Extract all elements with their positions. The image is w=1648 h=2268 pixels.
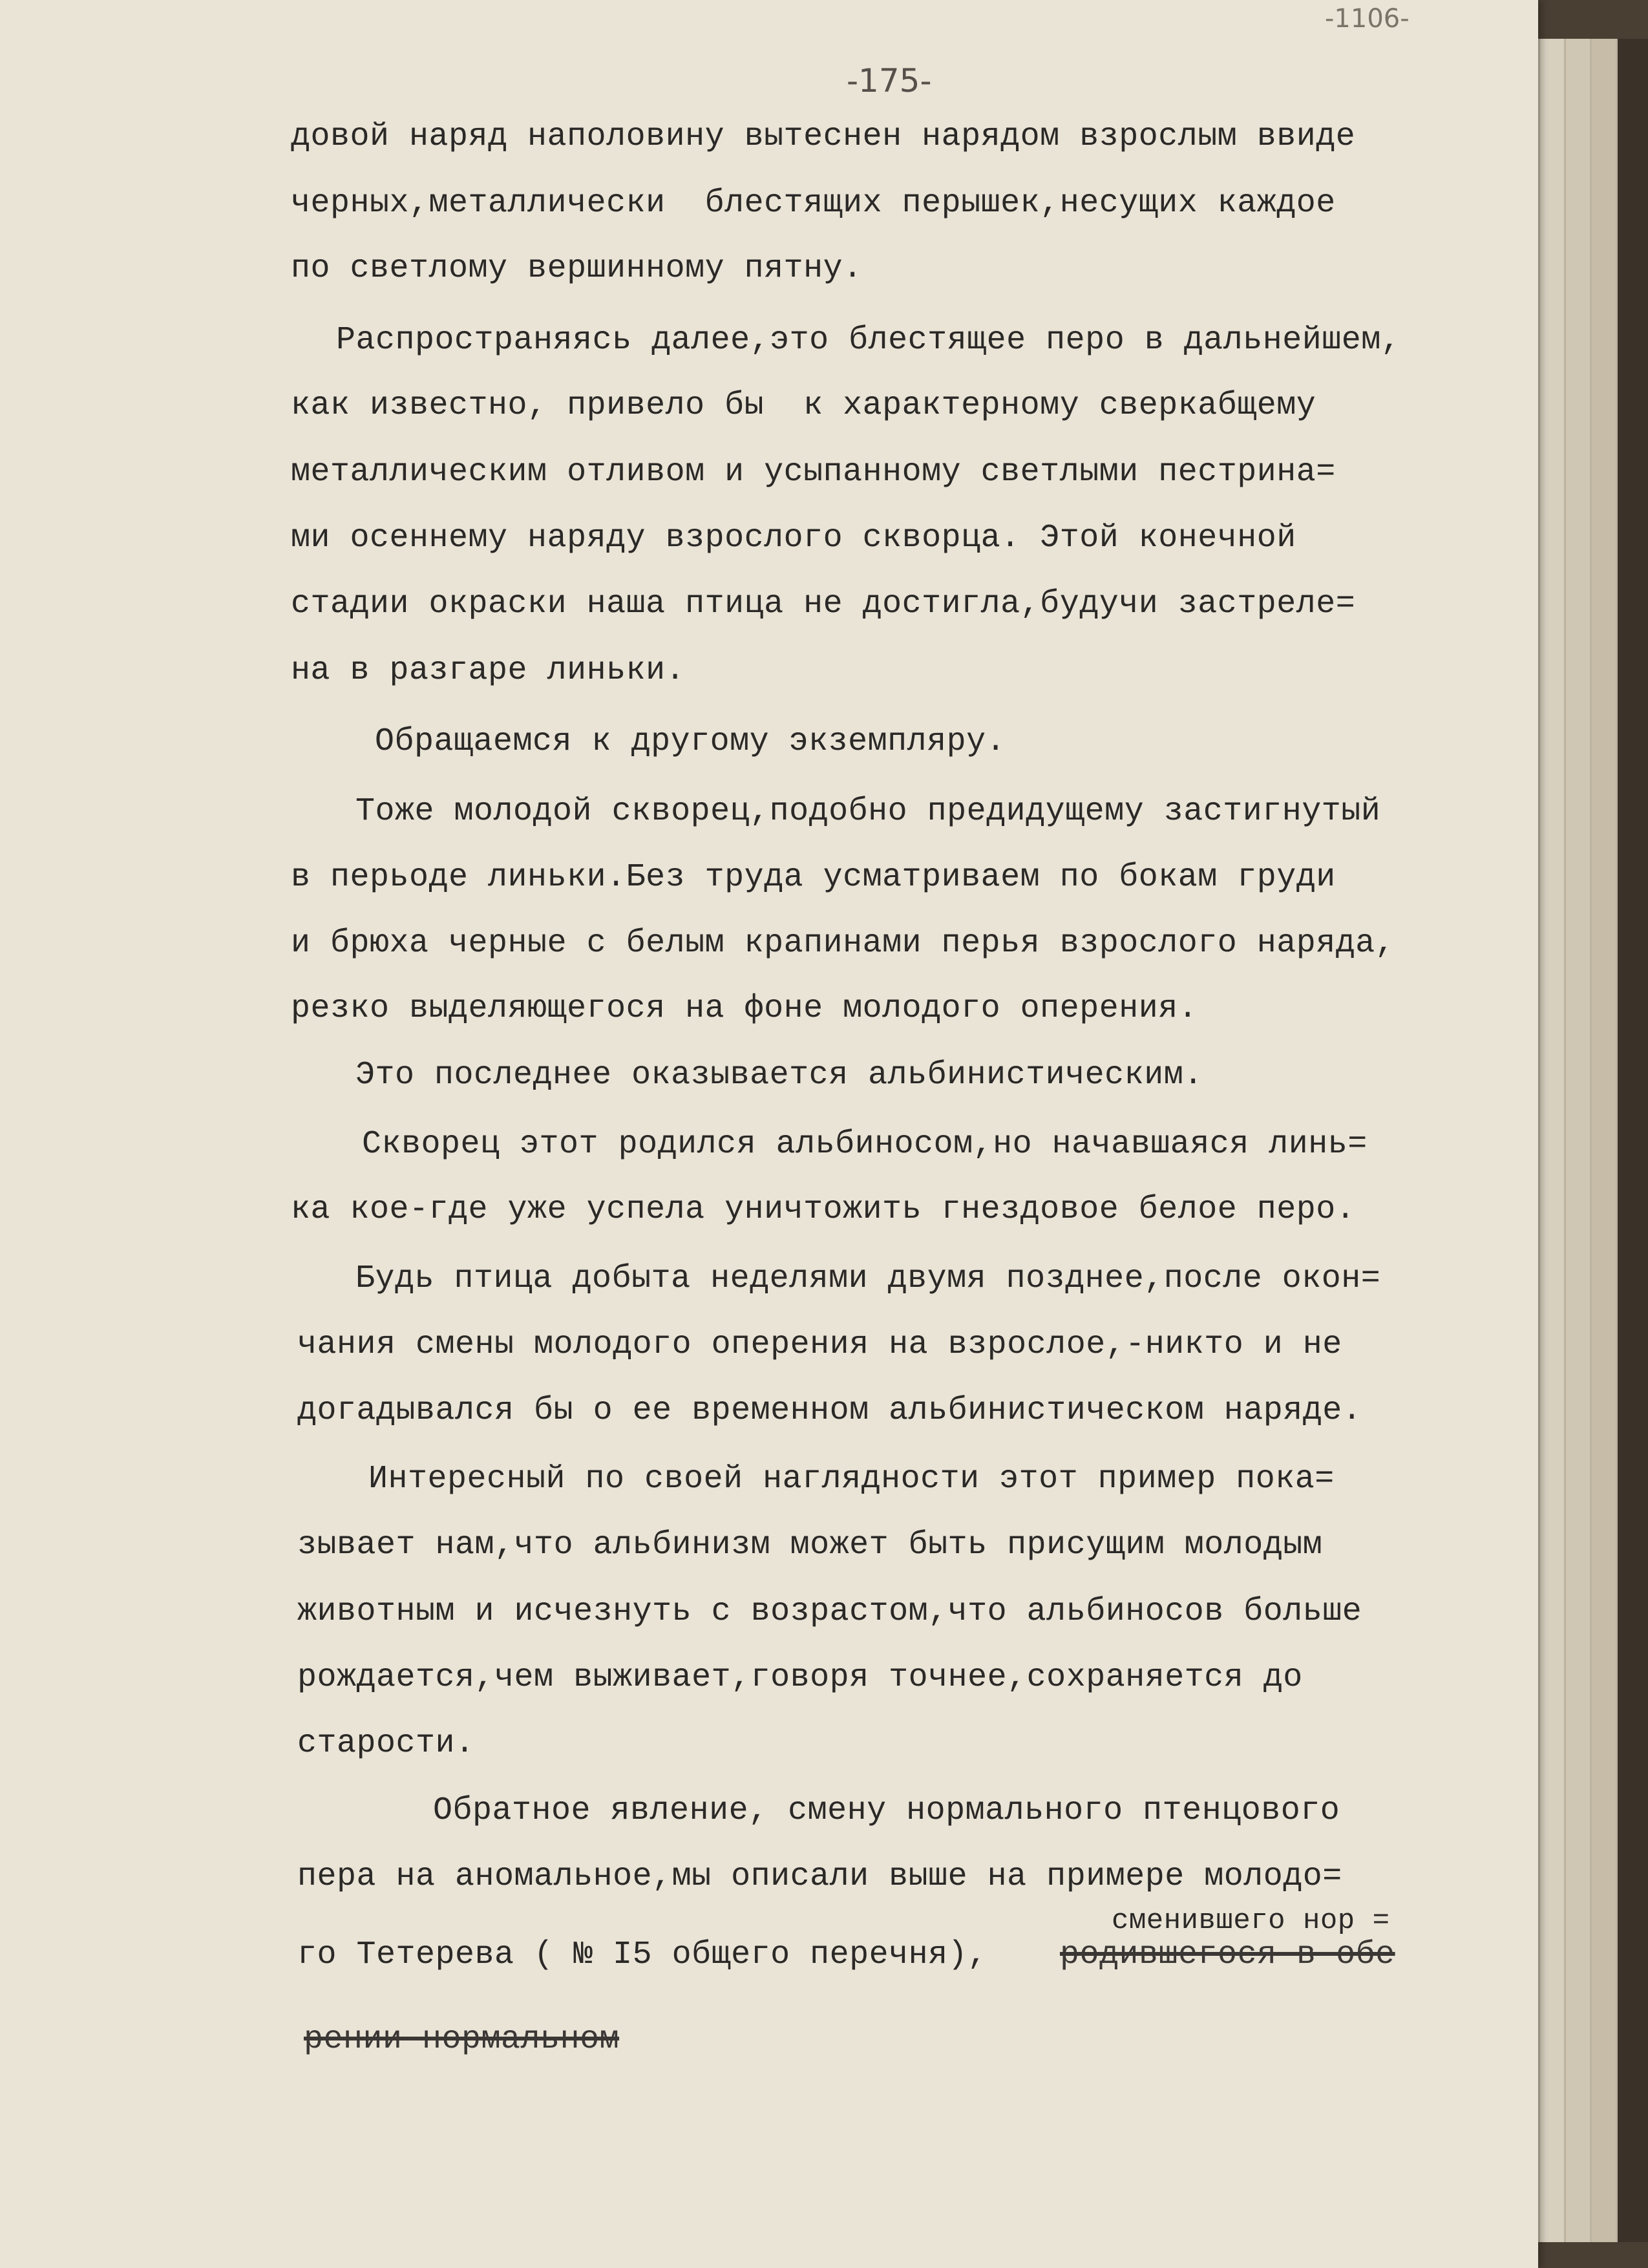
text-line: Тоже молодой скворец,подобно предидущему застигнутый	[355, 793, 1381, 830]
archive-number: -1106-	[1325, 4, 1410, 34]
text-line: в перьоде линьки.Без труда усматриваем по бокам груди	[291, 859, 1336, 896]
text-line: рождается,чем выживает,говоря точнее,сохраняется до	[297, 1659, 1303, 1696]
text-line: ка кое-где уже успела уничтожить гнездовое белое перо.	[291, 1191, 1356, 1228]
page-edge	[1590, 39, 1618, 2242]
text-line: зывает нам,что альбинизм может быть присущим молодым	[297, 1527, 1323, 1563]
text-line: Обращаемся к другому экземпляру.	[375, 723, 1006, 760]
inserted-correction: сменившего нор =	[1112, 1905, 1390, 1937]
text-line: стадии окраски наша птица не достигла,будучи застреле=	[291, 586, 1356, 622]
text-line: и брюха черные с белым крапинами перья взрослого наряда,	[291, 925, 1395, 962]
text-line: Скворец этот родился альбиносом,но начавшаяся линь=	[362, 1126, 1368, 1163]
text-line: пера на аномальное,мы описали выше на примере молодо=	[297, 1858, 1342, 1895]
text-line: черных,металлически блестящих перышек,несущих каждое	[291, 185, 1336, 222]
text-line: Распространяясь далее,это блестящее перо в дальнейшем,	[336, 322, 1401, 359]
page-number: -175-	[847, 62, 932, 100]
struck-text: родившегося в обе	[1060, 1936, 1395, 1973]
page-edge	[1538, 39, 1566, 2242]
text-line: резко выделяющегося на фоне молодого оперения.	[291, 990, 1198, 1027]
text-line: как известно, привело бы к характерному сверкабщему	[291, 387, 1316, 424]
struck-text: рении нормальном	[304, 2021, 620, 2058]
text-line: чания смены молодого оперения на взрослое,-никто и не	[297, 1326, 1342, 1363]
text-line: Обратное явление, смену нормального птенцового	[433, 1792, 1340, 1829]
text-line: Будь птица добыта неделями двумя позднее,после окон=	[355, 1260, 1381, 1297]
text-line: по светлому вершинному пятну.	[291, 250, 863, 287]
text-line: Это последнее оказывается альбинистическим.	[355, 1057, 1203, 1094]
text-line: догадывался бы о ее временном альбинистическом наряде.	[297, 1392, 1362, 1429]
text-line: металлическим отливом и усыпанному светлыми пестрина=	[291, 454, 1336, 491]
text-line: старости.	[297, 1725, 475, 1762]
text-line: на в разгаре линьки.	[291, 652, 686, 689]
text-line: ми осеннему наряду взрослого скворца. Этой конечной	[291, 520, 1296, 556]
text-line: довой наряд наполовину вытеснен нарядом взрослым ввиде	[291, 118, 1356, 155]
page-edge	[1564, 39, 1592, 2242]
text-line: го Тетерева ( № I5 общего перечня),	[297, 1936, 988, 1973]
page-edge	[1616, 39, 1648, 2242]
text-line: Интересный по своей наглядности этот пример пока=	[368, 1461, 1335, 1498]
text-line: животным и исчезнуть с возрастом,что альбиносов больше	[297, 1593, 1362, 1630]
